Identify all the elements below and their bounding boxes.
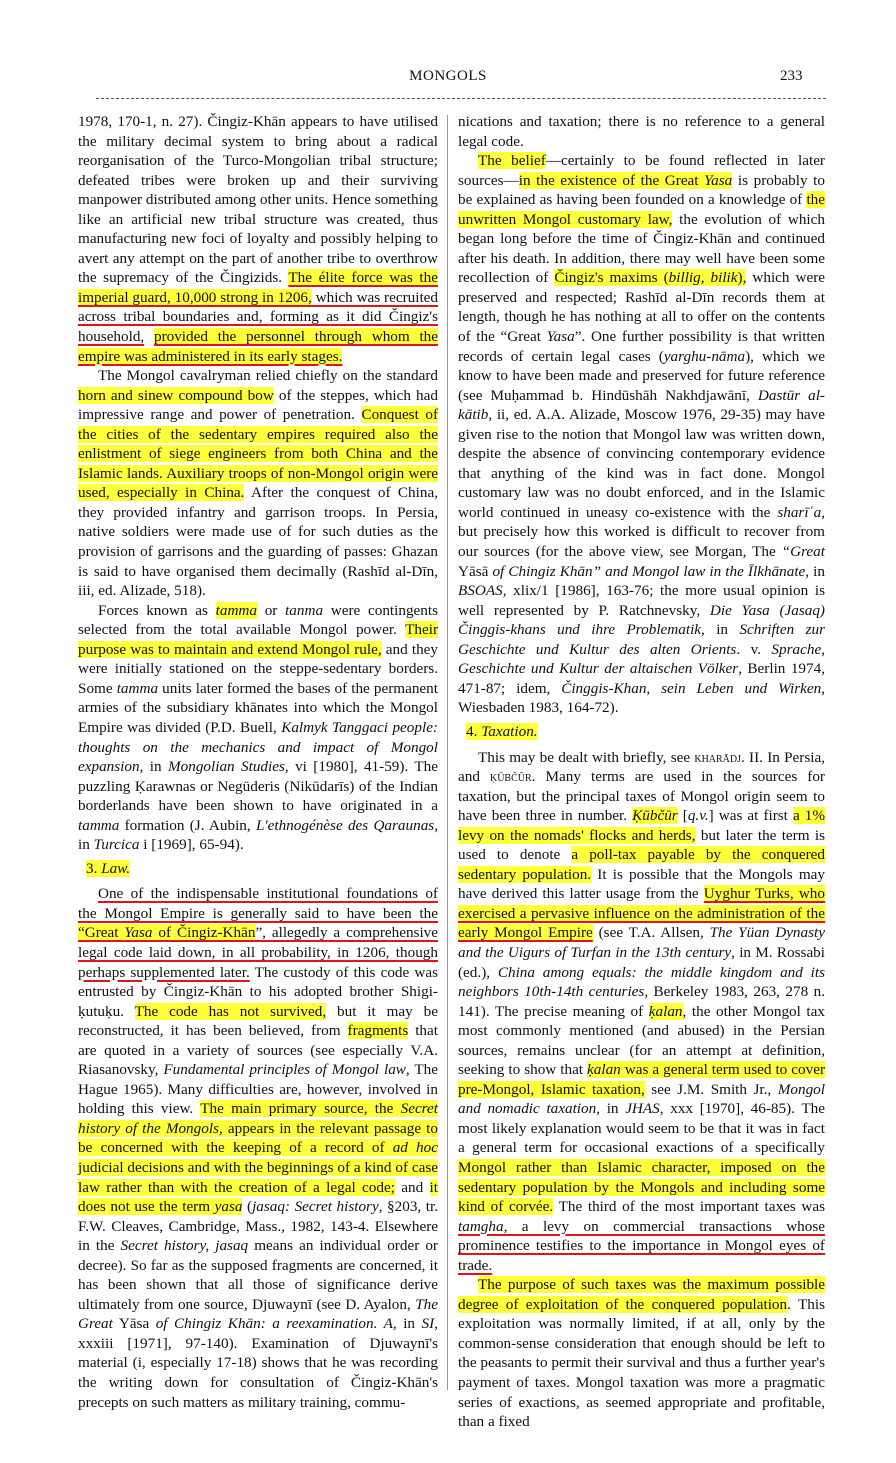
text-run: , xlix/1 [1986], 163-76; the more usual opinion is well represented by P. Ratchnevsky, — [458, 582, 825, 619]
text-run: units later formed the bases of the permanent armies of the subsidiary khānates into which the Mongol Empire was divided (P.D. Buell, — [78, 679, 438, 736]
text-run: sharīʿa — [777, 503, 822, 521]
header-divider — [96, 98, 826, 99]
text-run: . v. — [736, 640, 772, 658]
text-run: The Yüan Dynasty and the Uigurs of Turfan in the 13th century — [458, 924, 825, 961]
highlighted-text: The belief — [478, 152, 546, 170]
highlighted-text: in the existence of the Great — [518, 171, 705, 189]
text-run: , §203, tr. F.W. Cleaves, Cambridge, Mass., 1982, 143-4. Elsewhere in the — [78, 1198, 438, 1255]
text-run: the evolution of which began long before the time of Čingiz-Khān and continued after his death. In addition, there may well have been some recollection of — [458, 210, 825, 287]
text-run: which were preserved and respected; Rashīd al-Dīn records them at length, though he has nothing at all to offer on the contents of the “Great — [458, 269, 826, 346]
text-run: see J.M. Smith Jr., — [644, 1080, 778, 1098]
text-run: Činggis-Khan, sein Leben und Wirken — [561, 679, 822, 697]
text-run: is probably to be explained as having been founded on a knowledge of — [458, 171, 825, 209]
paragraph — [458, 748, 825, 1276]
underlined-text: tamgha — [458, 1217, 504, 1235]
text-run: , xxxiii [1971], 97-140). Examination of Djuwaynī's material (i, especially 17-18) shows that he was recording the writing down for consultation of Čingiz-Khān's precepts on such matters as military training, commu- — [78, 1315, 438, 1411]
highlighted-text: provided the personnel through whom the empire was administered in its early stages. — [78, 328, 438, 365]
text-run: Dastūr al-kātib — [458, 386, 825, 424]
highlighted-text: Uyghur Turks, who exercised a pervasive influence on the administration of the early Mongol Empire — [458, 885, 825, 942]
highlighted-text: Conquest of the cities of the sedentary empires required also the enlistment of siege engineers from both China and the Islamic lands. Auxiliary troops of non-Mongol origin were used, especially in China. — [78, 406, 439, 502]
text-run: of Chingiz Khān” and Mongol law in the Īlkhānate — [492, 562, 806, 580]
text-run: jasaq: Secret history — [252, 1198, 379, 1216]
column-divider — [447, 115, 448, 1390]
highlighted-text: Yasa — [704, 171, 733, 189]
text-run: Turcica — [93, 836, 140, 854]
highlighted-text: Ḳūbčūr — [632, 807, 678, 825]
underlined-text: , a levy on commercial transactions whose prominence testifies to the importance in Mongol eyes of trade. — [458, 1217, 825, 1274]
text-run: nications and taxation; there is no reference to a general legal code. — [458, 113, 825, 150]
text-run: ( — [242, 1198, 253, 1216]
text-run: i [1969], 65-94). — [139, 836, 244, 854]
text-run: The third of the most important taxes was — [553, 1198, 826, 1216]
text-run: , Berkeley 1983, 263, 278 n. 141). The precise meaning of — [458, 983, 825, 1020]
text-run: . Many terms are used in the sources for taxation, but the principal taxes of Mongol origin seem to have been three in number. — [458, 768, 825, 825]
text-run: kharādj — [694, 749, 742, 765]
highlighted-text: Secret history of the Mongols — [78, 1100, 438, 1137]
text-run: (see T.A. Allsen, — [592, 924, 710, 942]
underlined-text: ”, allegedly a comprehensive legal code laid down, in all probability, in 1206, though perhaps supplemented later. — [78, 924, 439, 981]
text-run: ), which we know to have been made and preserved for future reference (see Muḥammad b. Hindūshāh Nakhdjawānī, — [458, 347, 825, 404]
text-run: ḳūbčūr — [489, 769, 532, 785]
text-run: . This exploitation was normally limited, if at all, only by the common-sense consideration that enough should be left to the peasants to permit their survival and thus a further year's payment of taxes. Mongol taxation was more a pragmatic series of exactions, as seemed appropriate and profitable, than a fixed — [458, 1295, 825, 1431]
highlighted-text: 4. — [466, 722, 482, 740]
text-run: , the other Mongol tax most commonly mentioned (and abused) in the Persian sources, remains unclear (for an attempt at definition, seeking to show that — [458, 1002, 825, 1079]
highlighted-text: Čingiz's maxims ( — [554, 269, 669, 287]
highlighted-text: horn and sinew compound bow — [78, 386, 274, 404]
text-run: JHAS — [625, 1100, 660, 1118]
text-run: , but precisely how this worked is difficult to recover from our sources (for the above view, see Morgan, The — [458, 503, 825, 561]
highlighted-text: , appears in the relevant passage to be concerned with the keeping of a record of — [78, 1119, 438, 1157]
text-run: formation (J. Aubin, — [119, 816, 256, 834]
text-run: of Chingiz Khān: a reexamination. A — [155, 1315, 393, 1333]
highlighted-text: Law. — [101, 859, 131, 877]
text-run: Schriften zur Geschichte und Kultur des alten Orients — [458, 621, 825, 658]
text-run: The Mongol cavalryman relied chiefly on the standard — [98, 367, 438, 385]
text-run: that are quoted in a variety of sources (see especially V.A. Riasanovsky, — [78, 1022, 438, 1079]
text-run: , in — [596, 1100, 626, 1118]
running-header-title: MONGOLS — [409, 68, 487, 84]
text-run: Fundamental principles of Mongol law — [163, 1061, 406, 1079]
text-run: Sprache, Geschichte und Kultur der altaischen Völker — [458, 640, 825, 678]
text-run: BSOAS — [458, 582, 503, 600]
page-number: 233 — [780, 68, 803, 84]
text-run: tamma — [78, 816, 120, 834]
text-run: Mongol and nomadic taxation — [458, 1080, 825, 1118]
text-run: ”. One further possibility is that written records of certain legal cases ( — [458, 328, 825, 365]
text-run: were contingents selected from the total available Mongol power. — [78, 601, 439, 639]
highlighted-text: tamma — [215, 601, 257, 619]
text-run: but later the term is used to denote — [458, 826, 825, 864]
text-run: Secret history, jasaq — [120, 1237, 249, 1255]
text-run: , in — [805, 562, 825, 580]
highlighted-text: Yasa — [124, 924, 153, 942]
text-run: or — [256, 601, 286, 619]
paragraph — [78, 884, 438, 1412]
text-run: Yāsā — [458, 562, 493, 580]
section-heading — [466, 722, 825, 742]
highlighted-text: “Great — [78, 924, 125, 942]
text-run: , vi [1980], 41-59). The puzzling Ḳarawnas or Negüderis (Nikūdarīs) of the Indian borderlands have been shown to have originated in a — [78, 758, 438, 815]
highlighted-text: The main primary source, the — [200, 1100, 401, 1118]
text-run: , Berlin 1974, 471-87; idem, — [458, 660, 825, 697]
text-run: Kalmyk Tanggaci people: thoughts on the mechanics and impact of Mongol expansion — [78, 718, 438, 776]
underlined-text: which was recruited across tribal boundaries and, forming as it did Čingiz's household, — [78, 288, 439, 346]
highlighted-text: 3. — [86, 859, 102, 877]
text-run: yarghu-nāma — [663, 347, 746, 365]
text-run: After the conquest of China, they provided infantry and garrison troops. In Persia, native soldiers were made use of for such duties as the provision of garrisons and the guarding of passes: Ghazan is said to have organised them decimally (Rashīd al-Dīn, iii, ed. Alizade, 518). — [78, 484, 438, 600]
text-run: and they were initially stationed on the steppe-sedentary borders. Some — [78, 640, 439, 697]
paragraph — [78, 366, 438, 601]
text-run: but it may be reconstructed, it has been believed, from — [78, 1002, 438, 1040]
highlighted-text: billig, bilik — [668, 269, 738, 287]
text-run: and — [394, 1178, 430, 1196]
text-run: , ii, ed. A.A. Alizade, Moscow 1976, 29-35) may have given rise to the notion that Mongol law was written down, despite the absence of convincing contemporary evidence that anything of the kind was in fact done. Mongol customary law was no doubt enforced, and in the Islamic world continued in uneasy co-existence with the — [458, 406, 825, 521]
text-run: The custody of this code was entrusted by Čingiz-Khān to his adopted brother Shigi-ḳutuḳu. — [78, 963, 438, 1020]
text-run: It is possible that the Mongols may have derived this latter usage from the — [458, 865, 825, 903]
text-run: Mongolian Studies — [167, 758, 285, 776]
highlighted-text: ), — [737, 269, 747, 287]
highlighted-text: ḳalan — [648, 1002, 683, 1020]
text-run: This may be dealt with briefly, see — [478, 748, 695, 766]
text-run: China among equals: the middle kingdom and its neighbors 10th-14th centuries — [458, 963, 825, 1001]
text-run: L'ethnogénèse des Qaraunas — [255, 816, 435, 834]
highlighted-text: Taxation. — [481, 722, 538, 740]
right-column — [458, 112, 825, 1432]
highlighted-text: ḳalan — [587, 1061, 621, 1079]
highlighted-text: a poll-tax payable by the conquered sedentary population. — [458, 846, 825, 883]
underlined-text: One of the indispensable institutional foundations of the Mongol Empire is generally said to have been the — [78, 885, 438, 922]
paragraph — [458, 1275, 825, 1431]
text-run: , in — [701, 621, 740, 639]
highlighted-text: ad hoc — [392, 1139, 438, 1157]
text-run: The Great — [78, 1295, 438, 1333]
text-run: ] was at first — [708, 807, 793, 825]
text-run: Yāsa — [112, 1315, 156, 1333]
highlighted-text: the unwritten Mongol customary law, — [458, 191, 825, 228]
text-run: . II. In Persia, and — [458, 748, 825, 786]
paragraph — [78, 601, 438, 855]
text-run: , in M. Rossabi (ed.), — [458, 943, 825, 981]
highlighted-text: yasa — [214, 1198, 243, 1216]
text-run: , in — [392, 1315, 422, 1333]
section-heading — [86, 859, 438, 879]
text-run: —certainly to be found reflected in later sources— — [458, 152, 825, 189]
text-run: means an individual order or decree). So far as the supposed fragments are concerned, it has been shown that all those of significance derive ultimately from one source, Djuwaynī (see D. Ayalon, — [78, 1237, 438, 1313]
highlighted-text: Their purpose was to maintain and extend Mongol rule, — [78, 621, 438, 658]
highlighted-text: was a general term used to cover pre-Mongol, Islamic taxation, — [458, 1061, 825, 1098]
left-column — [78, 112, 438, 1412]
text-run: 1978, 170-1, n. 27). Čingiz-Khān appears to have utilised the military decimal system to bring about a radical reorganisation of the Turco-Mongolian tribal structure; defeated tribes were broken up and their surviving manpower distributed among other units. Hence something like an artificial new tribal structure was created, thus manufacturing new foci of loyalty and possibly helping to avert any attempt on the part of another tribe to overthrow the supremacy of the Čingizids. — [78, 113, 438, 287]
highlighted-text: Mongol rather than Islamic character, imposed on the sedentary population by the Mongols and including some kind of corvée. — [458, 1158, 825, 1216]
paragraph — [458, 112, 825, 151]
paragraph — [458, 151, 825, 718]
highlighted-text: The code has not survived, — [134, 1002, 327, 1020]
text-run: tanma — [285, 601, 324, 619]
text-run: , in — [78, 816, 438, 854]
highlighted-text: judicial decisions and with the beginnings of a kind of case law rather than with the creation of a legal code; — [78, 1158, 438, 1196]
text-run: , Wiesbaden 1983, 164-72). — [458, 679, 825, 717]
paragraph — [78, 112, 438, 366]
text-run: , The Hague 1965). Many difficulties are, however, involved in holding this view. — [78, 1061, 439, 1118]
text-run: , xxx [1970], 46-85). The most likely explanation would seem to be that it was in fact a general term for occasional exactions of a specifically — [458, 1100, 825, 1157]
text-run: q.v. — [687, 807, 709, 825]
text-run: of the steppes, which had impressive range and power of penetration. — [78, 386, 438, 424]
highlighted-text: it does not use the term — [78, 1178, 438, 1216]
text-run: Yasa — [546, 328, 575, 346]
text-run — [144, 328, 154, 345]
text-run: , in — [139, 758, 168, 776]
highlighted-text: of Čingiz-Khān — [152, 924, 256, 942]
highlighted-text: a 1% levy on the nomads' flocks and herds, — [458, 807, 826, 844]
highlighted-text: The élite force was the imperial guard, 10,000 strong in 1206, — [78, 269, 438, 306]
highlighted-text: The purpose of such taxes was the maximum possible degree of exploitation of the conquered population — [458, 1276, 825, 1313]
text-run: SI — [421, 1315, 435, 1333]
text-run: Forces known as — [98, 601, 216, 619]
text-run: [ — [677, 807, 688, 825]
text-run: tamma — [116, 679, 159, 697]
text-run: Die Yasa (Jasaq) Činggis-khans und ihre Problematik — [458, 601, 825, 639]
text-run: “Great — [781, 543, 825, 561]
highlighted-text: fragments — [347, 1022, 409, 1040]
